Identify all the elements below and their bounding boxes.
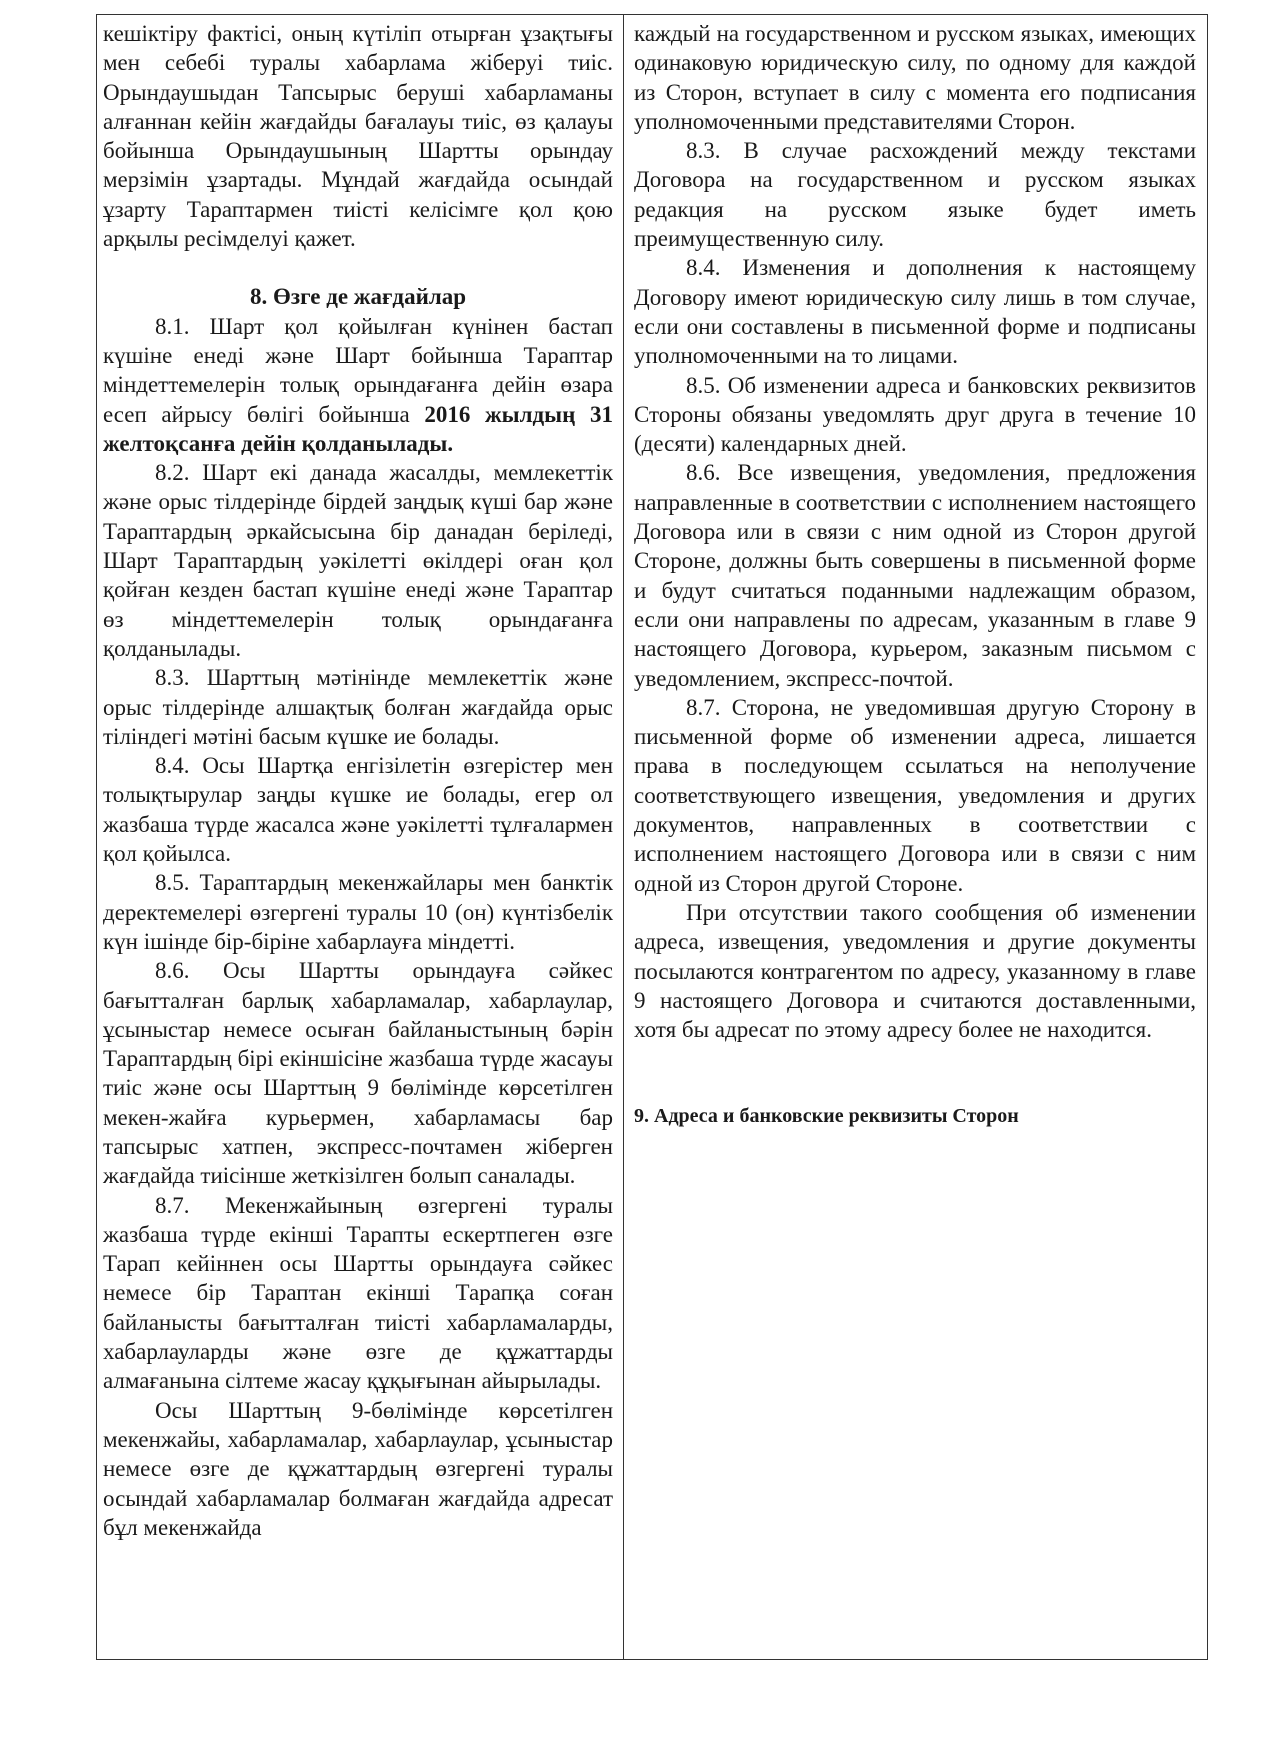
- paragraph-intro-kz: кешіктіру фактісі, оның күтіліп отырған ұзақтығы мен себебі туралы хабарлама жіберуі тиіс. Орындаушыдан Тапсырыс беруші хабарламаны алғаннан кейін жағдайды бағалауы тиіс, өз қалауы бойынша Орындаушының Шартты орындау мерзімін ұзартады. Мұндай жағдайда осындай ұзарту Тараптармен тиісті келісімге қол қою арқылы ресімделуі қажет.: [103, 21, 613, 252]
- paragraph-8-6-kz: 8.6. Осы Шартты орындауға сәйкес бағытталған барлық хабарламалар, хабарлаулар, ұсыныстар немесе осыған байланыстының бәрін Тараптардың бірі екіншісіне жазбаша түрде жасауы тиіс және осы Шарттың 9 бөлімінде көрсетілген мекен-жайға курьермен, хабарламасы бар тапсырыс хатпен, экспресс-почтамен жіберген жағдайда тиісінше жеткізілген болып саналады.: [103, 958, 613, 1189]
- russian-column: [634, 19, 1196, 1132]
- section-9-heading-ru: 9. Адреса и банковские реквизиты Сторон: [634, 1105, 1019, 1128]
- paragraph-intro-ru: каждый на государственном и русском языках, имеющих одинаковую юридическую силу, по одному для каждой из Сторон, вступает в силу с момента его подписания уполномоченными представителями Сторон.: [634, 21, 1196, 134]
- paragraph-8-7-kz: 8.7. Мекенжайының өзгергені туралы жазбаша түрде екінші Тарапты ескертпеген өзге Тарап кейіннен осы Шартты орындауға сәйкес немесе бір Тараптан екінші Тарапқа соған байланысты бағытталған тиісті хабарламаларды, хабарлауларды және өзге де құжаттарды алмағанына сілтеме жасау құқығынан айырылады.: [103, 1192, 613, 1394]
- paragraph-8-3-kz: 8.3. Шарттың мәтінінде мемлекеттік және орыс тілдерінде алшақтық болған жағдайда орыс тіліндегі мәтіні басым күшке ие болады.: [103, 665, 613, 749]
- paragraph-8-1-kz: [103, 312, 613, 458]
- section-8-heading-kz: 8. Өзге де жағдайлар: [249, 284, 467, 310]
- column-divider: [623, 15, 624, 1659]
- paragraph-8-1-kz-date: 2016 жылдың 31 желтоқсанға дейін қолданылады.: [103, 401, 614, 456]
- paragraph-8-8-kz: Осы Шарттың 9-бөлімінде көрсетілген мекенжайы, хабарламалар, хабарлаулар, ұсыныстар немесе өзге де құжаттардың өзгергені туралы осындай хабарламалар болмаған жағдайда адресат бұл мекенжайда: [103, 1397, 613, 1540]
- paragraph-8-4-ru: 8.4. Изменения и дополнения к настоящему Договору имеют юридическую силу лишь в том случае, если они составлены в письменной форме и подписаны уполномоченными на то лицами.: [634, 255, 1196, 369]
- paragraph-8-7-ru: 8.7. Сторона, не уведомившая другую Сторону в письменной форме об изменении адреса, лишается права в последующем ссылаться на неполучение соответствующего извещения, уведомления и других документов, направленных в соответствии с исполнением настоящего Договора или в связи с ним одной из Сторон другой Стороне.: [634, 694, 1196, 896]
- paragraph-8-4-kz: 8.4. Осы Шартқа енгізілетін өзгерістер мен толықтырулар заңды күшке ие болады, егер ол жазбаша түрде жасалса және уәкілетті тұлғалармен қол қойылса.: [103, 753, 613, 867]
- paragraph-8-8-ru: При отсутствии такого сообщения об изменении адреса, извещения, уведомления и другие документы посылаются контрагентом по адресу, указанному в главе 9 настоящего Договора и считаются доставленными, хотя бы адресат по этому адресу более не находится.: [634, 899, 1196, 1043]
- paragraph-8-1-kz-text: 8.1. Шарт қол қойылған күнінен бастап күшіне енеді және Шарт бойынша Тараптар міндеттемелерін толық орындағанға дейін өзара есеп айрысу бөлігі бойынша: [103, 313, 613, 427]
- paragraph-8-6-ru: 8.6. Все извещения, уведомления, предложения направленные в соответствии с исполнением настоящего Договора или в связи с ним одной из Сторон другой Стороне, должны быть совершены в письменной форме и будут считаться поданными надлежащим образом, если они направлены по адресам, указанным в главе 9 настоящего Договора, курьером, заказным письмом с уведомлением, экспресс-почтой.: [634, 460, 1196, 691]
- paragraph-8-5-ru: 8.5. Об изменении адреса и банковских реквизитов Стороны обязаны уведомлять друг друга в течение 10 (десяти) календарных дней.: [634, 372, 1196, 457]
- kazakh-column: [103, 19, 613, 1542]
- paragraph-8-5-kz: 8.5. Тараптардың мекенжайлары мен банктік деректемелері өзгергені туралы 10 (он) күнтізбелік күн ішінде бір-біріне хабарлауға міндетті.: [103, 870, 613, 954]
- paragraph-8-2-kz: 8.2. Шарт екі данада жасалды, мемлекеттік және орыс тілдерінде бірдей заңдық күші бар және Тараптардың әркайсысына бір данадан беріледі, Шарт Тараптардың уәкілетті өкілдері оған қол қойған кезден бастап күшіне енеді және Тараптар өз міндеттемелерін толық орындағанға қолданылады.: [103, 460, 613, 661]
- document-table: [96, 14, 1208, 1660]
- paragraph-8-3-ru: 8.3. В случае расхождений между текстами Договора на государственном и русском языках редакция на русском языке будет иметь преимущественную силу.: [634, 138, 1196, 252]
